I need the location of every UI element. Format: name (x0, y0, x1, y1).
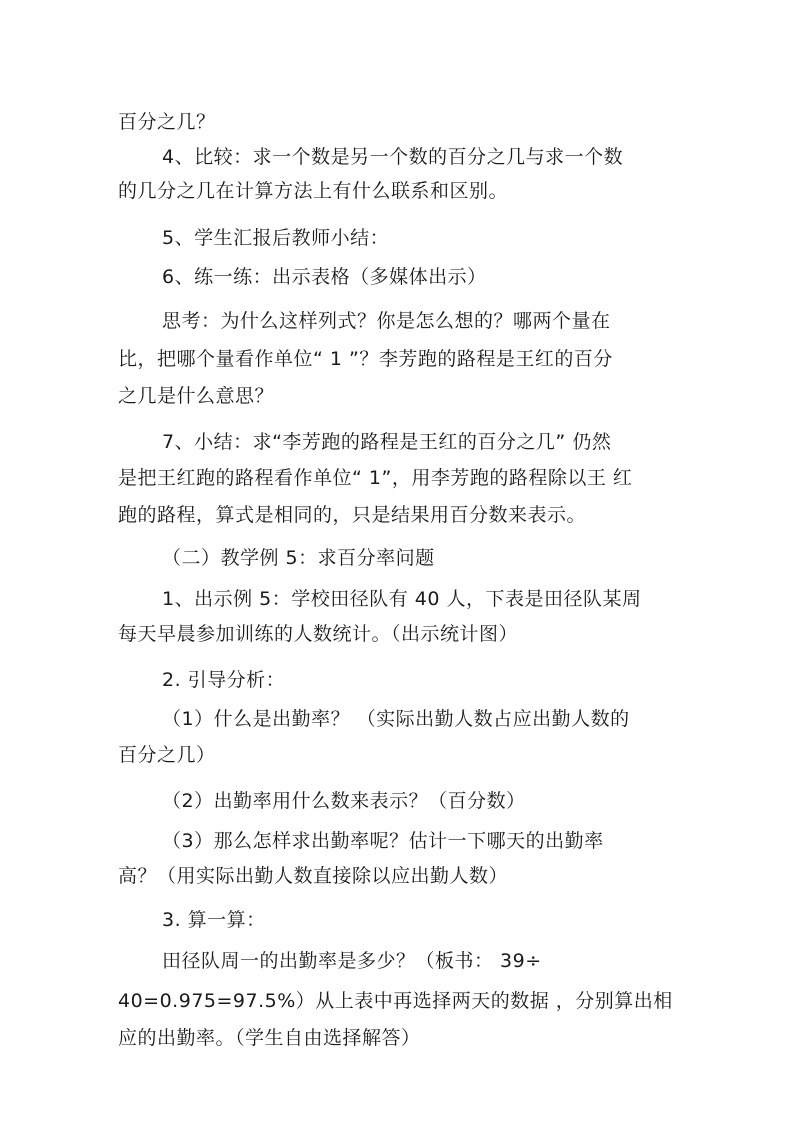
text-line-14: 每天早晨参加训练的人数统计。（出示统计图） (118, 623, 519, 645)
text-line-17: 百分之几） (118, 744, 216, 766)
text-line-20: 高？（用实际出勤人数直接除以应出勤人数） (118, 865, 509, 887)
text-line-16: （1）什么是出勤率？ （实际出勤人数占应出勤人数的 (162, 708, 630, 730)
text-line-21: 3. 算一算： (162, 909, 266, 931)
text-line-6: 思考：为什么这样列式？你是怎么想的？哪两个量在 (162, 310, 611, 332)
text-line-10: 是把王红跑的路程看作单位“ 1”，用李芳跑的路程除以王 红 (118, 467, 633, 489)
text-line-1: 百分之几？ (118, 111, 216, 133)
text-line-11: 跑的路程，算式是相同的，只是结果用百分数来表示。 (118, 504, 587, 526)
text-line-7: 比，把哪个量看作单位“ 1 ”？李芳跑的路程是王红的百分 (118, 348, 613, 370)
text-line-9: 7、小结：求“李芳跑的路程是王红的百分之几” 仍然 (162, 431, 612, 453)
text-line-22: 田径队周一的出勤率是多少？（板书： 39÷ (162, 950, 542, 972)
text-line-23: 40=0.975=97.5%）从上表中再选择两天的数据 ，分别算出相 (118, 990, 673, 1012)
text-line-3: 的几分之几在计算方法上有什么联系和区别。 (118, 180, 509, 202)
section-heading-example-5: （二）教学例 5：求百分率问题 (162, 547, 435, 569)
text-line-18: （2）出勤率用什么数来表示？（百分数） (162, 790, 526, 812)
text-line-5: 6、练一练：出示表格（多媒体出示） (162, 266, 487, 288)
text-line-19: （3）那么怎样求出勤率呢？估计一下哪天的出勤率 (162, 830, 604, 852)
text-line-2: 4、比较：求一个数是另一个数的百分之几与求一个数 (162, 146, 624, 168)
text-line-13: 1、出示例 5：学校田径队有 40 人，下表是田径队某周 (162, 588, 642, 610)
text-line-15: 2. 引导分析： (162, 669, 286, 691)
text-line-24: 应的出勤率。（学生自由选择解答） (118, 1027, 421, 1049)
text-line-4: 5、学生汇报后教师小结： (162, 227, 390, 249)
text-line-8: 之几是什么意思？ (118, 385, 275, 407)
